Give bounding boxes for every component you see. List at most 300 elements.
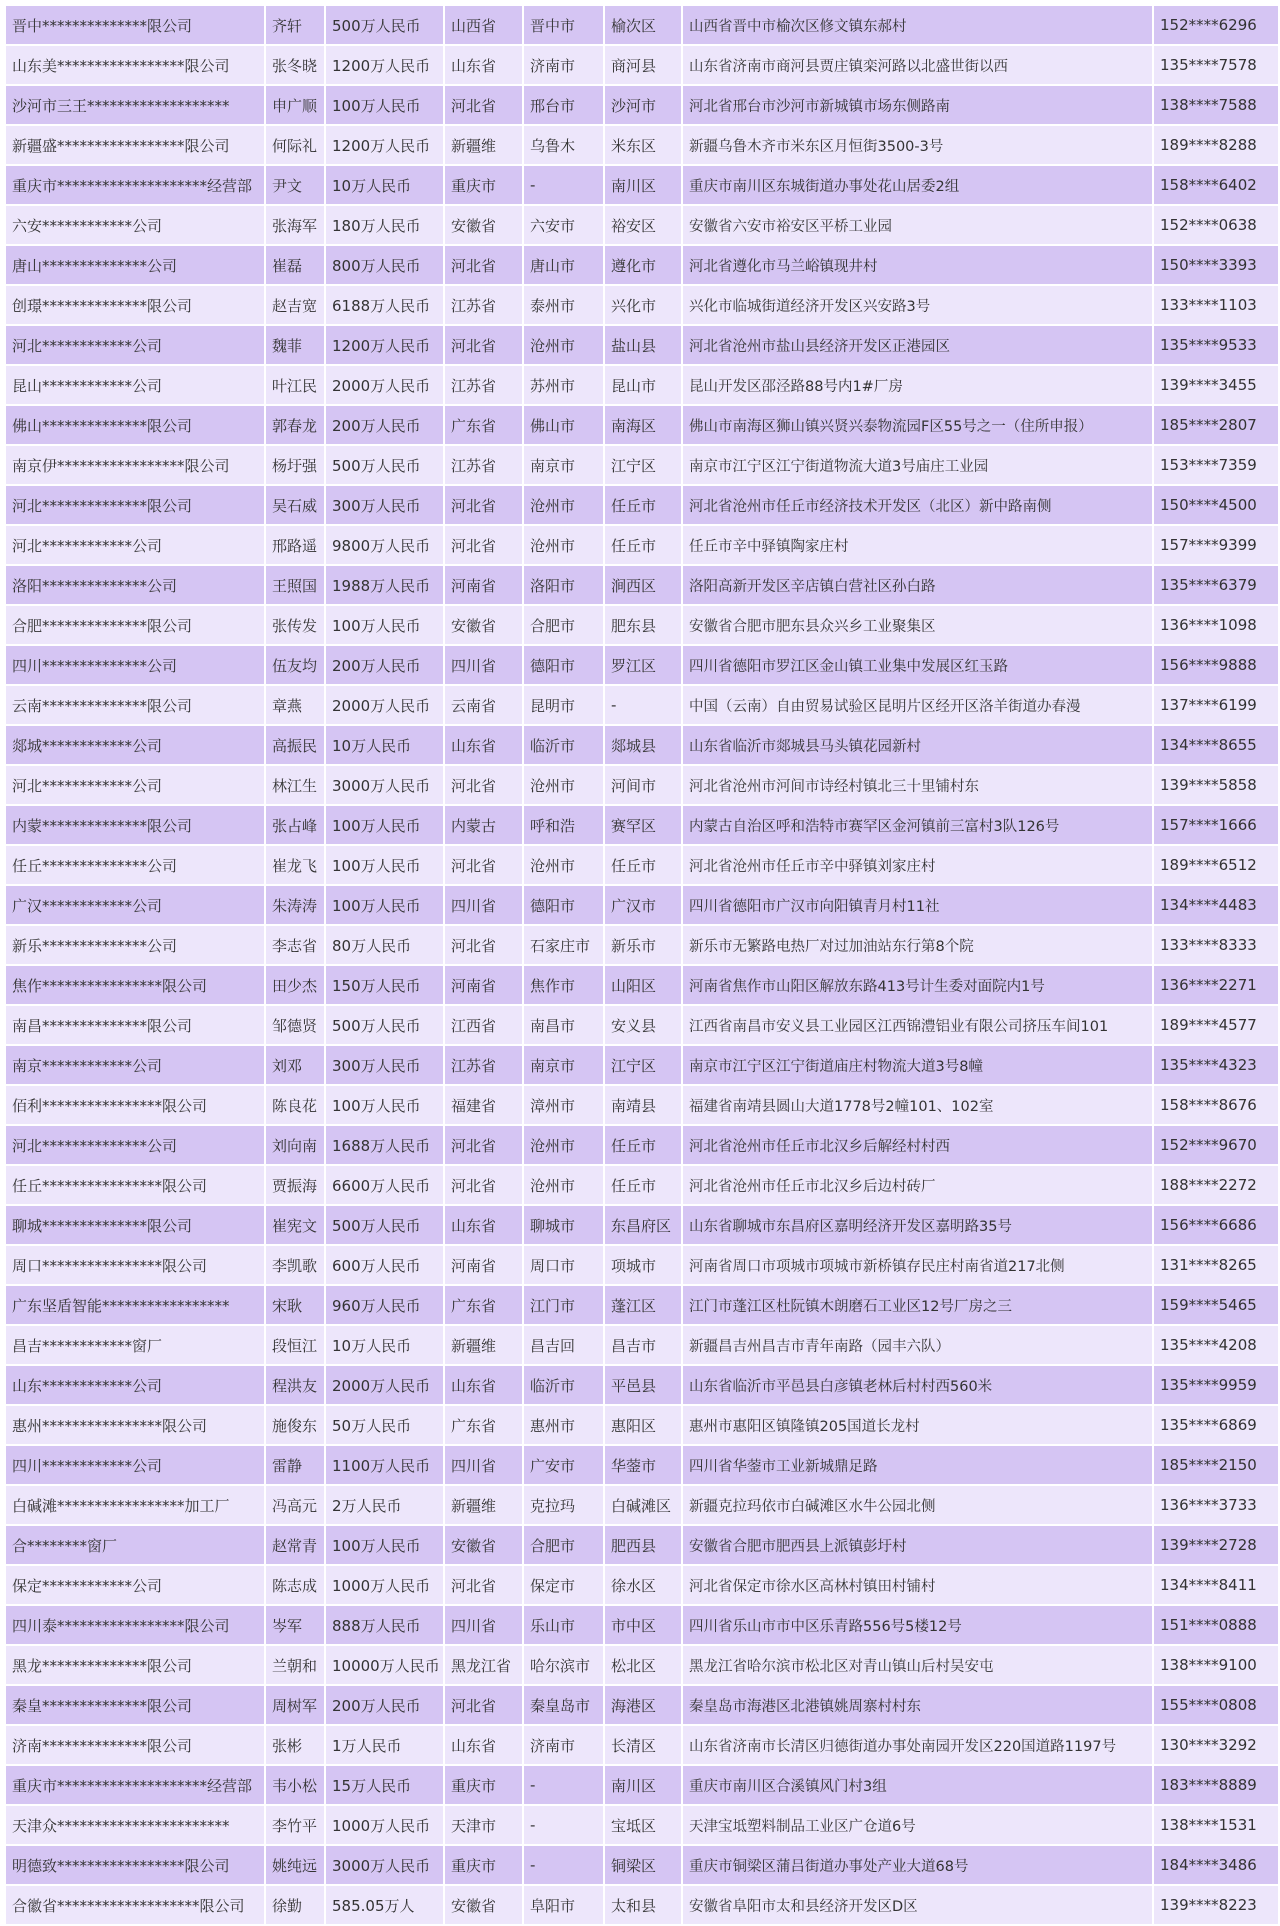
address-cell: 四川省华蓥市工业新城鼎足路 (683, 1446, 1152, 1484)
legal-person-cell: 田少杰 (266, 966, 324, 1004)
phone-cell: 135****4208 (1154, 1326, 1278, 1364)
city-cell: 沧州市 (524, 766, 603, 804)
legal-person-cell: 高振民 (266, 726, 324, 764)
district-cell: 蓬江区 (605, 1286, 681, 1324)
address-cell: 兴化市临城街道经济开发区兴安路3号 (683, 286, 1152, 324)
province-cell: 新疆维 (445, 126, 522, 164)
company-cell: 山东美*****************限公司 (6, 46, 264, 84)
phone-cell: 150****4500 (1154, 486, 1278, 524)
registered-capital-cell: 1200万人民币 (326, 326, 443, 364)
district-cell: 新乐市 (605, 926, 681, 964)
phone-cell: 150****3393 (1154, 246, 1278, 284)
district-cell: 南海区 (605, 406, 681, 444)
company-cell: 洛阳**************公司 (6, 566, 264, 604)
province-cell: 河北省 (445, 846, 522, 884)
address-cell: 天津宝坻塑料制品工业区广仓道6号 (683, 1806, 1152, 1844)
province-cell: 山东省 (445, 1366, 522, 1404)
company-cell: 新乐**************公司 (6, 926, 264, 964)
legal-person-cell: 雷静 (266, 1446, 324, 1484)
legal-person-cell: 邢路遥 (266, 526, 324, 564)
province-cell: 山东省 (445, 1206, 522, 1244)
company-cell: 任丘**************公司 (6, 846, 264, 884)
company-cell: 四川泰*****************限公司 (6, 1606, 264, 1644)
province-cell: 重庆市 (445, 1766, 522, 1804)
registered-capital-cell: 10万人民币 (326, 1326, 443, 1364)
city-cell: 阜阳市 (524, 1886, 603, 1924)
legal-person-cell: 韦小松 (266, 1766, 324, 1804)
city-cell: - (524, 1846, 603, 1884)
city-cell: 惠州市 (524, 1406, 603, 1444)
province-cell: 江苏省 (445, 446, 522, 484)
district-cell: 任丘市 (605, 486, 681, 524)
table-row (6, 46, 1278, 84)
district-cell: 惠阳区 (605, 1406, 681, 1444)
table-row (6, 1846, 1278, 1884)
legal-person-cell: 陈良花 (266, 1086, 324, 1124)
province-cell: 黑龙江省 (445, 1646, 522, 1684)
address-cell: 河北省沧州市河间市诗经村镇北三十里铺村东 (683, 766, 1152, 804)
table-row (6, 606, 1278, 644)
address-cell: 河北省保定市徐水区高林村镇田村铺村 (683, 1566, 1152, 1604)
address-cell: 河北省沧州市任丘市经济技术开发区（北区）新中路南侧 (683, 486, 1152, 524)
phone-cell: 139****5858 (1154, 766, 1278, 804)
legal-person-cell: 岑军 (266, 1606, 324, 1644)
district-cell: 安义县 (605, 1006, 681, 1044)
registered-capital-cell: 2000万人民币 (326, 1366, 443, 1404)
address-cell: 山东省济南市长清区归德街道办事处南园开发区220国道路1197号 (683, 1726, 1152, 1764)
address-cell: 山西省晋中市榆次区修文镇东郝村 (683, 6, 1152, 44)
company-cell: 明德致*****************限公司 (6, 1846, 264, 1884)
legal-person-cell: 叶江民 (266, 366, 324, 404)
province-cell: 福建省 (445, 1086, 522, 1124)
registered-capital-cell: 1988万人民币 (326, 566, 443, 604)
district-cell: 商河县 (605, 46, 681, 84)
city-cell: 昆明市 (524, 686, 603, 724)
registered-capital-cell: 50万人民币 (326, 1406, 443, 1444)
district-cell: 平邑县 (605, 1366, 681, 1404)
province-cell: 四川省 (445, 646, 522, 684)
legal-person-cell: 崔龙飞 (266, 846, 324, 884)
table-row (6, 1726, 1278, 1764)
legal-person-cell: 施俊东 (266, 1406, 324, 1444)
province-cell: 江西省 (445, 1006, 522, 1044)
phone-cell: 188****2272 (1154, 1166, 1278, 1204)
district-cell: 南靖县 (605, 1086, 681, 1124)
phone-cell: 185****2807 (1154, 406, 1278, 444)
address-cell: 新疆昌吉州昌吉市青年南路（园丰六队） (683, 1326, 1152, 1364)
table-row (6, 126, 1278, 164)
address-cell: 山东省临沂市郯城县马头镇花园新村 (683, 726, 1152, 764)
registered-capital-cell: 300万人民币 (326, 486, 443, 524)
district-cell: 米东区 (605, 126, 681, 164)
district-cell: 沙河市 (605, 86, 681, 124)
phone-cell: 138****1531 (1154, 1806, 1278, 1844)
legal-person-cell: 兰朝和 (266, 1646, 324, 1684)
company-cell: 唐山**************公司 (6, 246, 264, 284)
address-cell: 河北省遵化市马兰峪镇现井村 (683, 246, 1152, 284)
registered-capital-cell: 200万人民币 (326, 406, 443, 444)
city-cell: 漳州市 (524, 1086, 603, 1124)
city-cell: 德阳市 (524, 886, 603, 924)
legal-person-cell: 陈志成 (266, 1566, 324, 1604)
phone-cell: 139****3455 (1154, 366, 1278, 404)
district-cell: 铜梁区 (605, 1846, 681, 1884)
city-cell: 南京市 (524, 1046, 603, 1084)
company-cell: 佰利****************限公司 (6, 1086, 264, 1124)
company-cell: 南昌**************限公司 (6, 1006, 264, 1044)
phone-cell: 153****7359 (1154, 446, 1278, 484)
phone-cell: 136****1098 (1154, 606, 1278, 644)
phone-cell: 139****8223 (1154, 1886, 1278, 1924)
address-cell: 四川省乐山市市中区乐青路556号5楼12号 (683, 1606, 1152, 1644)
city-cell: 乐山市 (524, 1606, 603, 1644)
registered-capital-cell: 100万人民币 (326, 1086, 443, 1124)
province-cell: 江苏省 (445, 366, 522, 404)
district-cell: 江宁区 (605, 1046, 681, 1084)
district-cell: 任丘市 (605, 846, 681, 884)
city-cell: 沧州市 (524, 486, 603, 524)
legal-person-cell: 程洪友 (266, 1366, 324, 1404)
table-row (6, 566, 1278, 604)
phone-cell: 137****6199 (1154, 686, 1278, 724)
address-cell: 安徽省六安市裕安区平桥工业园 (683, 206, 1152, 244)
address-cell: 黑龙江省哈尔滨市松北区对青山镇山后村吴安屯 (683, 1646, 1152, 1684)
city-cell: 广安市 (524, 1446, 603, 1484)
table-row (6, 486, 1278, 524)
phone-cell: 157****9399 (1154, 526, 1278, 564)
address-cell: 河北省邢台市沙河市新城镇市场东侧路南 (683, 86, 1152, 124)
registered-capital-cell: 10000万人民币 (326, 1646, 443, 1684)
address-cell: 新疆乌鲁木齐市米东区月恒街3500-3号 (683, 126, 1152, 164)
address-cell: 惠州市惠阳区镇隆镇205国道长龙村 (683, 1406, 1152, 1444)
registered-capital-cell: 10万人民币 (326, 726, 443, 764)
phone-cell: 185****2150 (1154, 1446, 1278, 1484)
city-cell: 临沂市 (524, 726, 603, 764)
company-cell: 河北************公司 (6, 526, 264, 564)
phone-cell: 139****2728 (1154, 1526, 1278, 1564)
registered-capital-cell: 1100万人民币 (326, 1446, 443, 1484)
table-row (6, 1206, 1278, 1244)
company-cell: 云南**************限公司 (6, 686, 264, 724)
company-cell: 内蒙**************限公司 (6, 806, 264, 844)
legal-person-cell: 张海军 (266, 206, 324, 244)
city-cell: 苏州市 (524, 366, 603, 404)
district-cell: 肥东县 (605, 606, 681, 644)
province-cell: 河北省 (445, 1686, 522, 1724)
phone-cell: 158****8676 (1154, 1086, 1278, 1124)
province-cell: 河北省 (445, 486, 522, 524)
table-row (6, 526, 1278, 564)
city-cell: 济南市 (524, 46, 603, 84)
city-cell: 呼和浩 (524, 806, 603, 844)
address-cell: 新乐市无繁路电热厂对过加油站东行第8个院 (683, 926, 1152, 964)
city-cell: 克拉玛 (524, 1486, 603, 1524)
table-row (6, 1766, 1278, 1804)
phone-cell: 135****9533 (1154, 326, 1278, 364)
registered-capital-cell: 9800万人民币 (326, 526, 443, 564)
company-cell: 聊城**************限公司 (6, 1206, 264, 1244)
province-cell: 内蒙古 (445, 806, 522, 844)
district-cell: 徐水区 (605, 1566, 681, 1604)
phone-cell: 134****8655 (1154, 726, 1278, 764)
phone-cell: 152****9670 (1154, 1126, 1278, 1164)
district-cell: 河间市 (605, 766, 681, 804)
district-cell: 涧西区 (605, 566, 681, 604)
registered-capital-cell: 3000万人民币 (326, 766, 443, 804)
table-row (6, 286, 1278, 324)
district-cell: 白碱滩区 (605, 1486, 681, 1524)
registered-capital-cell: 200万人民币 (326, 1686, 443, 1724)
registered-capital-cell: 500万人民币 (326, 1006, 443, 1044)
province-cell: 河北省 (445, 526, 522, 564)
address-cell: 四川省德阳市广汉市向阳镇青月村11社 (683, 886, 1152, 924)
province-cell: 安徽省 (445, 206, 522, 244)
table-row (6, 206, 1278, 244)
legal-person-cell: 刘邓 (266, 1046, 324, 1084)
province-cell: 江苏省 (445, 286, 522, 324)
city-cell: - (524, 166, 603, 204)
province-cell: 云南省 (445, 686, 522, 724)
company-cell: 济南**************限公司 (6, 1726, 264, 1764)
phone-cell: 131****8265 (1154, 1246, 1278, 1284)
company-cell: 白碱滩*****************加工厂 (6, 1486, 264, 1524)
city-cell: 南昌市 (524, 1006, 603, 1044)
phone-cell: 189****6512 (1154, 846, 1278, 884)
address-cell: 安徽省合肥市肥东县众兴乡工业聚集区 (683, 606, 1152, 644)
company-cell: 河北**************公司 (6, 1126, 264, 1164)
legal-person-cell: 杨圩强 (266, 446, 324, 484)
phone-cell: 138****7588 (1154, 86, 1278, 124)
city-cell: 六安市 (524, 206, 603, 244)
registered-capital-cell: 150万人民币 (326, 966, 443, 1004)
district-cell: 广汉市 (605, 886, 681, 924)
province-cell: 四川省 (445, 886, 522, 924)
table-row (6, 446, 1278, 484)
province-cell: 山东省 (445, 1726, 522, 1764)
address-cell: 南京市江宁区江宁街道物流大道3号庙庄工业园 (683, 446, 1152, 484)
registered-capital-cell: 888万人民币 (326, 1606, 443, 1644)
company-cell: 合********窗厂 (6, 1526, 264, 1564)
province-cell: 河南省 (445, 966, 522, 1004)
province-cell: 河北省 (445, 86, 522, 124)
table-row (6, 1366, 1278, 1404)
phone-cell: 133****8333 (1154, 926, 1278, 964)
address-cell: 任丘市辛中驿镇陶家庄村 (683, 526, 1152, 564)
address-cell: 重庆市南川区东城街道办事处花山居委2组 (683, 166, 1152, 204)
city-cell: 泰州市 (524, 286, 603, 324)
table-body (6, 6, 1278, 1924)
province-cell: 河北省 (445, 1126, 522, 1164)
table-row (6, 886, 1278, 924)
province-cell: 河北省 (445, 246, 522, 284)
table-row (6, 1566, 1278, 1604)
company-cell: 重庆市********************经营部 (6, 166, 264, 204)
province-cell: 河南省 (445, 566, 522, 604)
registered-capital-cell: 6600万人民币 (326, 1166, 443, 1204)
city-cell: 南京市 (524, 446, 603, 484)
table-row (6, 1006, 1278, 1044)
city-cell: 沧州市 (524, 526, 603, 564)
district-cell: 榆次区 (605, 6, 681, 44)
city-cell: 乌鲁木 (524, 126, 603, 164)
table-row (6, 766, 1278, 804)
province-cell: 江苏省 (445, 1046, 522, 1084)
city-cell: 佛山市 (524, 406, 603, 444)
company-cell: 任丘****************限公司 (6, 1166, 264, 1204)
district-cell: 太和县 (605, 1886, 681, 1924)
district-cell: 山阳区 (605, 966, 681, 1004)
table-row (6, 6, 1278, 44)
phone-cell: 189****4577 (1154, 1006, 1278, 1044)
district-cell: - (605, 686, 681, 724)
phone-cell: 158****6402 (1154, 166, 1278, 204)
company-cell: 天津众*********************** (6, 1806, 264, 1844)
legal-person-cell: 宋耿 (266, 1286, 324, 1324)
province-cell: 天津市 (445, 1806, 522, 1844)
table-row (6, 1046, 1278, 1084)
phone-cell: 156****6686 (1154, 1206, 1278, 1244)
province-cell: 河北省 (445, 1566, 522, 1604)
province-cell: 河北省 (445, 766, 522, 804)
district-cell: 任丘市 (605, 526, 681, 564)
district-cell: 南川区 (605, 1766, 681, 1804)
phone-cell: 184****3486 (1154, 1846, 1278, 1884)
registered-capital-cell: 500万人民币 (326, 446, 443, 484)
company-cell: 昌吉************窗厂 (6, 1326, 264, 1364)
phone-cell: 136****3733 (1154, 1486, 1278, 1524)
company-cell: 秦皇**************限公司 (6, 1686, 264, 1724)
table-row (6, 1486, 1278, 1524)
registered-capital-cell: 1688万人民币 (326, 1126, 443, 1164)
legal-person-cell: 徐勤 (266, 1886, 324, 1924)
table-row (6, 806, 1278, 844)
registered-capital-cell: 500万人民币 (326, 6, 443, 44)
city-cell: 保定市 (524, 1566, 603, 1604)
legal-person-cell: 赵吉宽 (266, 286, 324, 324)
address-cell: 安徽省阜阳市太和县经济开发区D区 (683, 1886, 1152, 1924)
legal-person-cell: 段恒江 (266, 1326, 324, 1364)
city-cell: 合肥市 (524, 1526, 603, 1564)
company-cell: 惠州****************限公司 (6, 1406, 264, 1444)
table-row (6, 926, 1278, 964)
company-cell: 佛山**************限公司 (6, 406, 264, 444)
phone-cell: 136****2271 (1154, 966, 1278, 1004)
registered-capital-cell: 100万人民币 (326, 86, 443, 124)
table-row (6, 1166, 1278, 1204)
registered-capital-cell: 2000万人民币 (326, 686, 443, 724)
province-cell: 河北省 (445, 926, 522, 964)
province-cell: 四川省 (445, 1606, 522, 1644)
table-row (6, 726, 1278, 764)
address-cell: 中国（云南）自由贸易试验区昆明片区经开区洛羊街道办春漫 (683, 686, 1152, 724)
company-cell: 河北**************限公司 (6, 486, 264, 524)
table-row (6, 406, 1278, 444)
legal-person-cell: 姚纯远 (266, 1846, 324, 1884)
legal-person-cell: 何际礼 (266, 126, 324, 164)
district-cell: 盐山县 (605, 326, 681, 364)
legal-person-cell: 崔磊 (266, 246, 324, 284)
legal-person-cell: 刘向南 (266, 1126, 324, 1164)
address-cell: 河北省沧州市任丘市北汉乡后解经村村西 (683, 1126, 1152, 1164)
city-cell: 晋中市 (524, 6, 603, 44)
address-cell: 河北省沧州市盐山县经济开发区正港园区 (683, 326, 1152, 364)
phone-cell: 135****6379 (1154, 566, 1278, 604)
company-cell: 六安************公司 (6, 206, 264, 244)
address-cell: 秦皇岛市海港区北港镇姚周寨村村东 (683, 1686, 1152, 1724)
district-cell: 昆山市 (605, 366, 681, 404)
table-row (6, 1246, 1278, 1284)
district-cell: 任丘市 (605, 1126, 681, 1164)
city-cell: 沧州市 (524, 846, 603, 884)
city-cell: 唐山市 (524, 246, 603, 284)
company-cell: 四川**************公司 (6, 646, 264, 684)
company-cell: 河北************公司 (6, 766, 264, 804)
table-row (6, 686, 1278, 724)
registered-capital-cell: 100万人民币 (326, 806, 443, 844)
legal-person-cell: 章燕 (266, 686, 324, 724)
legal-person-cell: 张彬 (266, 1726, 324, 1764)
legal-person-cell: 李志省 (266, 926, 324, 964)
city-cell: 济南市 (524, 1726, 603, 1764)
city-cell: - (524, 1806, 603, 1844)
address-cell: 河南省焦作市山阳区解放东路413号计生委对面院内1号 (683, 966, 1152, 1004)
city-cell: 石家庄市 (524, 926, 603, 964)
registered-capital-cell: 100万人民币 (326, 606, 443, 644)
address-cell: 南京市江宁区江宁街道庙庄村物流大道3号8幢 (683, 1046, 1152, 1084)
province-cell: 新疆维 (445, 1326, 522, 1364)
company-table (4, 4, 1280, 1926)
address-cell: 新疆克拉玛依市白碱滩区水牛公园北侧 (683, 1486, 1152, 1524)
legal-person-cell: 周树军 (266, 1686, 324, 1724)
table-row (6, 326, 1278, 364)
phone-cell: 133****1103 (1154, 286, 1278, 324)
registered-capital-cell: 80万人民币 (326, 926, 443, 964)
registered-capital-cell: 1200万人民币 (326, 46, 443, 84)
table-row (6, 1446, 1278, 1484)
phone-cell: 157****1666 (1154, 806, 1278, 844)
province-cell: 安徽省 (445, 1886, 522, 1924)
registered-capital-cell: 300万人民币 (326, 1046, 443, 1084)
address-cell: 安徽省合肥市肥西县上派镇彭圩村 (683, 1526, 1152, 1564)
address-cell: 河北省沧州市任丘市辛中驿镇刘家庄村 (683, 846, 1152, 884)
phone-cell: 152****6296 (1154, 6, 1278, 44)
city-cell: 沧州市 (524, 1166, 603, 1204)
city-cell: 德阳市 (524, 646, 603, 684)
district-cell: 长清区 (605, 1726, 681, 1764)
legal-person-cell: 伍友均 (266, 646, 324, 684)
table-row (6, 86, 1278, 124)
company-cell: 昆山************公司 (6, 366, 264, 404)
phone-cell: 189****8288 (1154, 126, 1278, 164)
phone-cell: 135****9959 (1154, 1366, 1278, 1404)
legal-person-cell: 申广顺 (266, 86, 324, 124)
registered-capital-cell: 6188万人民币 (326, 286, 443, 324)
legal-person-cell: 张冬晓 (266, 46, 324, 84)
table-row (6, 1406, 1278, 1444)
registered-capital-cell: 800万人民币 (326, 246, 443, 284)
legal-person-cell: 贾振海 (266, 1166, 324, 1204)
address-cell: 江西省南昌市安义县工业园区江西锦澧铝业有限公司挤压车间101 (683, 1006, 1152, 1044)
province-cell: 广东省 (445, 406, 522, 444)
company-cell: 黑龙**************限公司 (6, 1646, 264, 1684)
company-cell: 广汉************公司 (6, 886, 264, 924)
city-cell: 合肥市 (524, 606, 603, 644)
registered-capital-cell: 15万人民币 (326, 1766, 443, 1804)
address-cell: 重庆市铜梁区蒲吕街道办事处产业大道68号 (683, 1846, 1152, 1884)
company-cell: 合徽省*******************限公司 (6, 1886, 264, 1924)
province-cell: 广东省 (445, 1286, 522, 1324)
address-cell: 佛山市南海区狮山镇兴贤兴泰物流园F区55号之一（住所申报） (683, 406, 1152, 444)
